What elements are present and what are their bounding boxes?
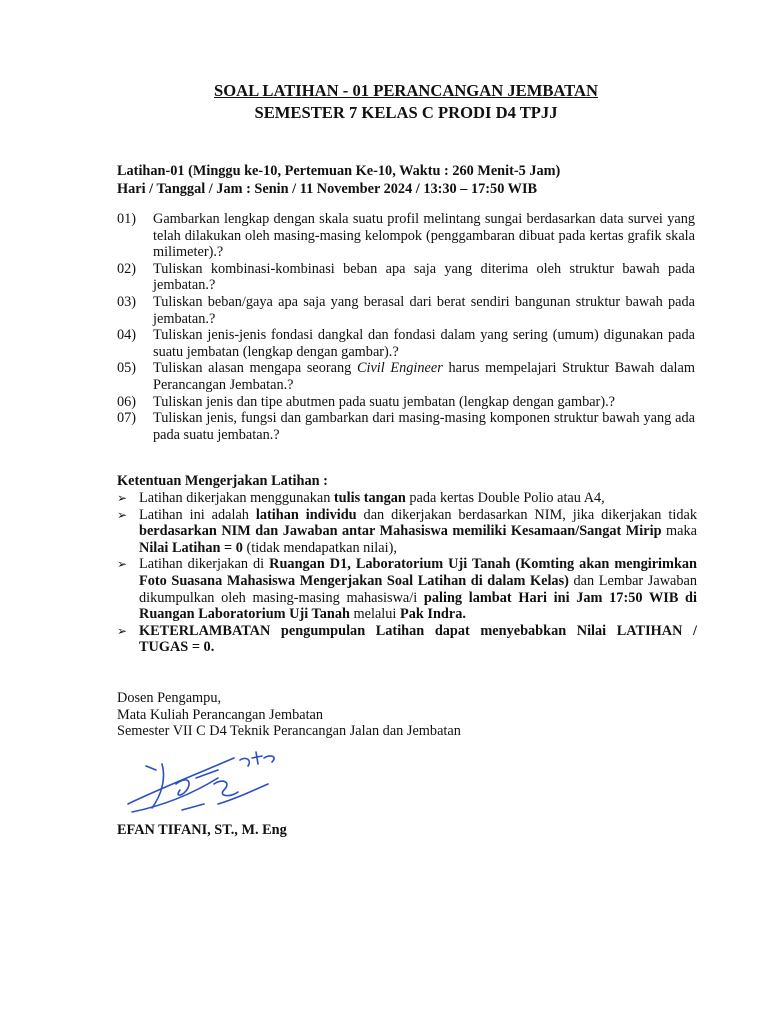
rule-text-bold: Nilai Latihan = 0	[139, 539, 243, 556]
question-list	[117, 211, 695, 443]
arrow-bullet-icon: ➢	[117, 491, 128, 505]
question-item	[117, 394, 695, 411]
question-number: 05)	[117, 360, 137, 377]
signer-name: EFAN TIFANI, ST., M. Eng	[117, 822, 287, 838]
rule-text-part: maka	[661, 523, 697, 540]
rule-item	[117, 507, 697, 557]
question-text: Tuliskan kombinasi-kombinasi beban apa saja yang diterima oleh struktur bawah pada jembatan.?	[153, 260, 695, 294]
question-item	[117, 360, 695, 393]
question-number: 02)	[117, 260, 137, 277]
question-text: Gambarkan lengkap dengan skala suatu profil melintang sungai berdasarkan data survei yang telah dilakukan oleh masing-masing kelompok (penggambaran dibuat pada kertas grafik skala milimeter).?	[153, 211, 695, 261]
rule-text-part: Latihan dikerjakan menggunakan	[139, 490, 334, 506]
rule-text-bold: paling lambat Hari ini Jam 17:50 WIB di Ruangan Laboratorium Uji Tanah	[139, 589, 697, 623]
exercise-schedule: Hari / Tanggal / Jam : Senin / 11 November 2024 / 13:30 – 17:50 WIB	[117, 181, 538, 197]
question-number: 06)	[117, 393, 137, 410]
closing-program: Semester VII C D4 Teknik Perancangan Jalan dan Jembatan	[117, 723, 461, 740]
question-item	[117, 261, 695, 294]
rule-text-bold: Pak Indra.	[399, 606, 466, 623]
rule-text-bold: latihan individu	[255, 506, 357, 523]
closing-block	[117, 690, 461, 740]
question-text: Tuliskan jenis dan tipe abutmen pada suatu jembatan (lengkap dengan gambar).?	[153, 393, 616, 410]
rule-text-bold: tulis tangan	[333, 490, 406, 506]
rule-item	[117, 490, 697, 507]
question-item	[117, 327, 695, 360]
rule-text-part: melalui	[349, 606, 400, 623]
closing-role: Dosen Pengampu,	[117, 690, 222, 706]
question-number: 03)	[117, 293, 137, 310]
question-text-italic: Civil Engineer	[356, 360, 443, 377]
rule-item	[117, 556, 697, 622]
question-text: Tuliskan jenis-jenis fondasi dangkal dan fondasi dalam yang sering (umum) digunakan pada suatu jembatan (lengkap dengan gambar).?	[153, 327, 695, 360]
question-item	[117, 211, 695, 261]
rule-text-bold: Ruangan D1, Laboratorium Uji Tanah (Komting akan mengirimkan Foto Suasana Mahasiswa Mengerjakan Soal Latihan di dalam Kelas)	[139, 556, 697, 589]
rules-heading: Ketentuan Mengerjakan Latihan :	[117, 473, 328, 489]
question-item	[117, 294, 695, 327]
question-text: Tuliskan beban/gaya apa saja yang berasal dari berat sendiri bangunan struktur bawah pada jembatan.?	[153, 293, 695, 327]
arrow-bullet-icon: ➢	[117, 557, 128, 572]
rule-text-part: (tidak mendapatkan nilai),	[242, 539, 397, 556]
rule-text-part: Latihan dikerjakan di	[139, 556, 270, 573]
exercise-info: Latihan-01 (Minggu ke-10, Pertemuan Ke-10, Waktu : 260 Menit-5 Jam)	[117, 163, 561, 179]
question-text: Tuliskan jenis, fungsi dan gambarkan dari masing-masing komponen struktur bawah yang ada pada suatu jembatan.?	[153, 410, 695, 443]
question-number: 01)	[117, 211, 137, 227]
rule-text	[139, 507, 697, 557]
question-item	[117, 410, 695, 443]
rule-item	[117, 623, 697, 656]
closing-course: Mata Kuliah Perancangan Jembatan	[117, 706, 324, 723]
rule-text: KETERLAMBATAN pengumpulan Latihan dapat menyebabkan Nilai LATIHAN / TUGAS = 0.	[139, 622, 697, 656]
rules-list	[117, 490, 697, 656]
rule-text-part: Latihan ini adalah	[139, 506, 256, 523]
question-number: 07)	[117, 410, 137, 427]
document-title: SOAL LATIHAN - 01 PERANCANGAN JEMBATAN	[214, 81, 598, 100]
arrow-bullet-icon: ➢	[117, 623, 128, 638]
question-number: 04)	[117, 327, 137, 344]
question-text-part: harus mempelajari Struktur Bawah dalam Perancangan Jembatan.?	[153, 360, 695, 393]
rule-text-part: dan Lembar Jawaban dikumpulkan oleh masing-masing mahasiswa/i	[139, 572, 698, 606]
rule-text	[139, 490, 697, 507]
arrow-bullet-icon: ➢	[117, 507, 128, 522]
rule-text-part: dan dikerjakan berdasarkan NIM, jika dikerjakan tidak	[356, 506, 697, 523]
rule-text-bold: berdasarkan NIM dan Jawaban antar Mahasiswa memiliki Kesamaan/Sangat Mirip	[139, 523, 662, 540]
signature-icon	[122, 748, 290, 820]
rule-text	[139, 556, 697, 622]
question-text	[153, 360, 695, 393]
document-subtitle: SEMESTER 7 KELAS C PRODI D4 TPJJ	[254, 103, 558, 122]
question-text-part: Tuliskan alasan mengapa seorang	[153, 360, 357, 377]
rule-text-part: pada kertas Double Polio atau A4,	[405, 490, 605, 506]
